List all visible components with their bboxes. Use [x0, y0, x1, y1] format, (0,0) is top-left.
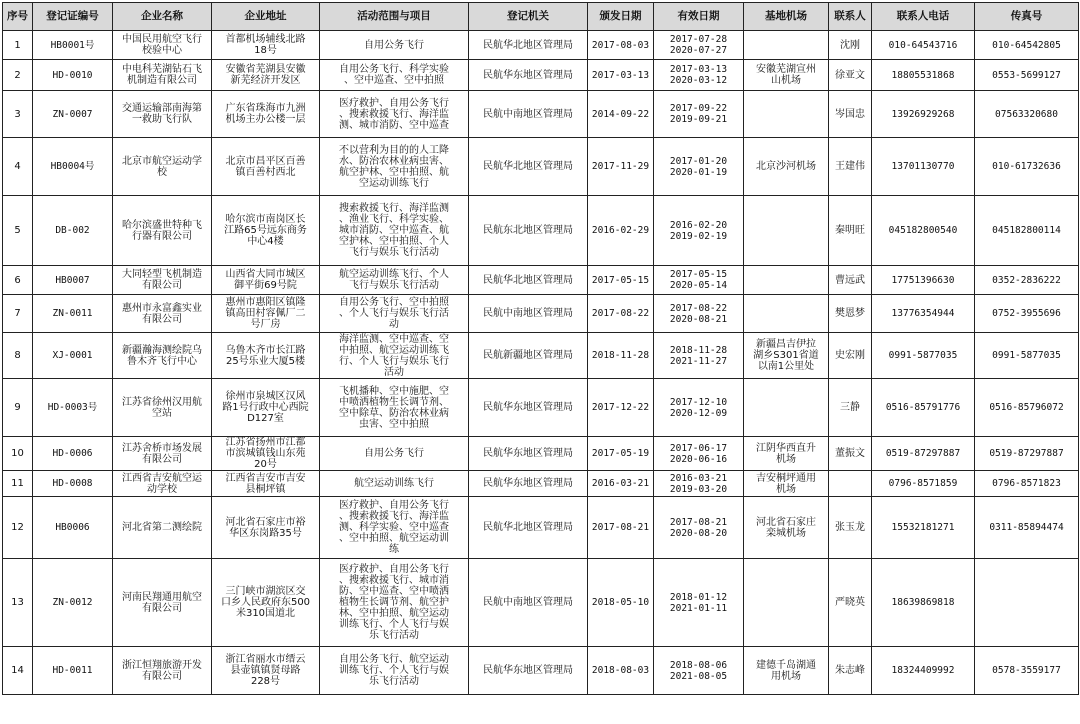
- table-row: [3, 295, 1079, 333]
- cell-issue: 2017-11-29: [588, 138, 654, 196]
- cell-scope: 航空运动训练飞行、个人 飞行与娱乐飞行活动: [320, 266, 469, 295]
- cell-issue: 2018-05-10: [588, 559, 654, 647]
- cell-scope: 自用公务飞行: [320, 437, 469, 471]
- cell-base: 吉安桐坪通用 机场: [744, 471, 829, 497]
- cell-org: 民航华北地区管理局: [469, 31, 588, 60]
- cell-no: 5: [3, 196, 33, 266]
- cell-valid: 2017-03-13 2020-03-12: [654, 60, 744, 91]
- cell-base: [744, 379, 829, 437]
- cell-fax: 0991-5877035: [975, 333, 1079, 379]
- cell-fax: 0796-8571823: [975, 471, 1079, 497]
- cell-name: 河北省第二测绘院: [113, 497, 212, 559]
- cell-valid: 2017-08-21 2020-08-20: [654, 497, 744, 559]
- header-addr: 企业地址: [212, 3, 320, 31]
- cell-name: 江西省吉安航空运 动学校: [113, 471, 212, 497]
- cell-org: 民航中南地区管理局: [469, 559, 588, 647]
- cell-addr: 河北省石家庄市裕 华区东岗路35号: [212, 497, 320, 559]
- cell-contact: 徐亚文: [829, 60, 872, 91]
- cell-fax: 0752-3955696: [975, 295, 1079, 333]
- cell-contact: [829, 471, 872, 497]
- header-org: 登记机关: [469, 3, 588, 31]
- cell-issue: 2016-03-21: [588, 471, 654, 497]
- cell-fax: 045182800114: [975, 196, 1079, 266]
- cell-valid: 2017-09-22 2019-09-21: [654, 91, 744, 138]
- cell-contact: 王建伟: [829, 138, 872, 196]
- cell-name: 大同轻型飞机制造 有限公司: [113, 266, 212, 295]
- cell-no: 8: [3, 333, 33, 379]
- table-row: [3, 196, 1079, 266]
- cell-addr: 北京市昌平区百善 镇百善村西北: [212, 138, 320, 196]
- cell-scope: 医疗救护、自用公务飞行 、搜索救援飞行、海洋监 测、科学实验、空中巡查 、空中拍照、航空运动训 练: [320, 497, 469, 559]
- cell-contact: 史宏刚: [829, 333, 872, 379]
- cell-phone: 18639869818: [872, 559, 975, 647]
- cell-phone: 0519-87297887: [872, 437, 975, 471]
- cell-reg: DB-002: [33, 196, 113, 266]
- table-row: [3, 31, 1079, 60]
- cell-base: 安徽芜湖宣州 山机场: [744, 60, 829, 91]
- cell-base: [744, 295, 829, 333]
- cell-phone: 010-64543716: [872, 31, 975, 60]
- cell-phone: 17751396630: [872, 266, 975, 295]
- table-row: [3, 60, 1079, 91]
- cell-name: 江苏舍桥市场发展 有限公司: [113, 437, 212, 471]
- table-row: [3, 138, 1079, 196]
- cell-issue: 2017-05-19: [588, 437, 654, 471]
- cell-fax: 0352-2836222: [975, 266, 1079, 295]
- cell-no: 9: [3, 379, 33, 437]
- cell-fax: 0519-87297887: [975, 437, 1079, 471]
- cell-no: 14: [3, 647, 33, 695]
- cell-valid: 2017-08-22 2020-08-21: [654, 295, 744, 333]
- registry-table: [2, 2, 1079, 695]
- cell-phone: 0991-5877035: [872, 333, 975, 379]
- cell-base: 建德千岛湖通 用机场: [744, 647, 829, 695]
- cell-issue: 2017-03-13: [588, 60, 654, 91]
- cell-org: 民航新疆地区管理局: [469, 333, 588, 379]
- cell-scope: 自用公务飞行、空中拍照 、个人飞行与娱乐飞行活 动: [320, 295, 469, 333]
- cell-fax: 010-64542805: [975, 31, 1079, 60]
- cell-contact: 三静: [829, 379, 872, 437]
- cell-scope: 不以营利为目的的人工降 水、防治农林业病虫害、 航空护林、空中拍照、航 空运动训练飞行: [320, 138, 469, 196]
- cell-phone: 0516-85791776: [872, 379, 975, 437]
- cell-issue: 2018-11-28: [588, 333, 654, 379]
- cell-name: 新疆瀚海测绘院乌 鲁木齐飞行中心: [113, 333, 212, 379]
- cell-issue: 2017-08-03: [588, 31, 654, 60]
- header-phone: 联系人电话: [872, 3, 975, 31]
- cell-no: 2: [3, 60, 33, 91]
- cell-org: 民航华东地区管理局: [469, 647, 588, 695]
- cell-org: 民航华东地区管理局: [469, 379, 588, 437]
- cell-addr: 首都机场辅线北路 18号: [212, 31, 320, 60]
- cell-reg: HB0001号: [33, 31, 113, 60]
- cell-base: 河北省石家庄 栾城机场: [744, 497, 829, 559]
- cell-org: 民航中南地区管理局: [469, 91, 588, 138]
- cell-valid: 2017-06-17 2020-06-16: [654, 437, 744, 471]
- cell-name: 北京市航空运动学 校: [113, 138, 212, 196]
- cell-base: [744, 196, 829, 266]
- cell-reg: ZN-0012: [33, 559, 113, 647]
- header-contact: 联系人: [829, 3, 872, 31]
- cell-fax: 07563320680: [975, 91, 1079, 138]
- cell-phone: 13926929268: [872, 91, 975, 138]
- cell-no: 12: [3, 497, 33, 559]
- cell-addr: 乌鲁木齐市长江路 25号乐业大厦5楼: [212, 333, 320, 379]
- cell-reg: XJ-0001: [33, 333, 113, 379]
- cell-contact: 沈刚: [829, 31, 872, 60]
- cell-valid: 2016-02-20 2019-02-19: [654, 196, 744, 266]
- cell-reg: HD-0011: [33, 647, 113, 695]
- cell-base: [744, 559, 829, 647]
- header-base: 基地机场: [744, 3, 829, 31]
- header-row: [3, 3, 1079, 31]
- cell-valid: 2017-12-10 2020-12-09: [654, 379, 744, 437]
- cell-base: 江阴华西直升 机场: [744, 437, 829, 471]
- cell-fax: 0516-85796072: [975, 379, 1079, 437]
- cell-org: 民航中南地区管理局: [469, 295, 588, 333]
- cell-fax: 010-61732636: [975, 138, 1079, 196]
- cell-scope: 自用公务飞行、科学实验 、空中巡查、空中拍照: [320, 60, 469, 91]
- table-row: [3, 379, 1079, 437]
- header-name: 企业名称: [113, 3, 212, 31]
- header-no: 序号: [3, 3, 33, 31]
- cell-scope: 飞机播种、空中施肥、空 中喷洒植物生长调节剂、 空中除草、防治农林业病 虫害、空中拍照: [320, 379, 469, 437]
- cell-contact: 曹远武: [829, 266, 872, 295]
- cell-contact: 严晓英: [829, 559, 872, 647]
- cell-contact: 张玉龙: [829, 497, 872, 559]
- cell-fax: 0311-85894474: [975, 497, 1079, 559]
- cell-name: 江苏省徐州汉用航 空站: [113, 379, 212, 437]
- cell-reg: HB0006: [33, 497, 113, 559]
- cell-scope: 航空运动训练飞行: [320, 471, 469, 497]
- cell-org: 民航华东地区管理局: [469, 437, 588, 471]
- cell-name: 河南民翔通用航空 有限公司: [113, 559, 212, 647]
- header-fax: 传真号: [975, 3, 1079, 31]
- cell-no: 13: [3, 559, 33, 647]
- cell-no: 3: [3, 91, 33, 138]
- cell-addr: 哈尔滨市南岗区长 江路65号远东商务 中心4楼: [212, 196, 320, 266]
- cell-addr: 三门峡市湖滨区交 口乡人民政府东500 米310国道北: [212, 559, 320, 647]
- cell-addr: 山西省大同市城区 御平街69号院: [212, 266, 320, 295]
- cell-contact: 秦明旺: [829, 196, 872, 266]
- registry-table-wrapper: [2, 2, 1078, 695]
- cell-contact: 樊恩梦: [829, 295, 872, 333]
- cell-valid: 2017-01-20 2020-01-19: [654, 138, 744, 196]
- cell-no: 4: [3, 138, 33, 196]
- cell-org: 民航华北地区管理局: [469, 138, 588, 196]
- cell-scope: 海洋监测、空中巡查、空 中拍照、航空运动训练飞 行、个人飞行与娱乐飞行 活动: [320, 333, 469, 379]
- cell-issue: 2018-08-03: [588, 647, 654, 695]
- cell-base: 新疆昌吉伊拉 湖乡S301省道 以南1公里处: [744, 333, 829, 379]
- cell-valid: 2018-11-28 2021-11-27: [654, 333, 744, 379]
- cell-name: 中电科芜湖钻石飞 机制造有限公司: [113, 60, 212, 91]
- table-row: [3, 471, 1079, 497]
- cell-base: [744, 31, 829, 60]
- cell-fax: 0553-5699127: [975, 60, 1079, 91]
- cell-addr: 惠州市惠阳区镇隆 镇高田村容佩厂二 号厂房: [212, 295, 320, 333]
- cell-reg: ZN-0007: [33, 91, 113, 138]
- cell-addr: 徐州市泉城区汉风 路1号行政中心西院 D127室: [212, 379, 320, 437]
- cell-org: 民航华东地区管理局: [469, 471, 588, 497]
- cell-reg: HD-0003号: [33, 379, 113, 437]
- table-row: [3, 266, 1079, 295]
- cell-phone: 045182800540: [872, 196, 975, 266]
- cell-org: 民航华北地区管理局: [469, 497, 588, 559]
- header-scope: 活动范围与项目: [320, 3, 469, 31]
- cell-name: 交通运输部南海第 一救助飞行队: [113, 91, 212, 138]
- cell-issue: 2017-08-21: [588, 497, 654, 559]
- cell-name: 中国民用航空飞行 校验中心: [113, 31, 212, 60]
- cell-no: 10: [3, 437, 33, 471]
- cell-reg: HD-0010: [33, 60, 113, 91]
- cell-phone: 0796-8571859: [872, 471, 975, 497]
- cell-base: [744, 91, 829, 138]
- cell-addr: 安徽省芜湖县安徽 新芜经济开发区: [212, 60, 320, 91]
- cell-name: 惠州市永富鑫实业 有限公司: [113, 295, 212, 333]
- cell-org: 民航华东地区管理局: [469, 60, 588, 91]
- cell-phone: 13776354944: [872, 295, 975, 333]
- cell-base: 北京沙河机场: [744, 138, 829, 196]
- header-valid: 有效日期: [654, 3, 744, 31]
- cell-org: 民航东北地区管理局: [469, 196, 588, 266]
- table-row: [3, 91, 1079, 138]
- cell-reg: HB0004号: [33, 138, 113, 196]
- cell-reg: HB0007: [33, 266, 113, 295]
- cell-name: 浙江恒翔旅游开发 有限公司: [113, 647, 212, 695]
- cell-no: 1: [3, 31, 33, 60]
- cell-phone: 13701130770: [872, 138, 975, 196]
- cell-no: 6: [3, 266, 33, 295]
- cell-phone: 18324409992: [872, 647, 975, 695]
- cell-issue: 2017-08-22: [588, 295, 654, 333]
- cell-fax: 0578-3559177: [975, 647, 1079, 695]
- cell-reg: HD-0006: [33, 437, 113, 471]
- cell-no: 11: [3, 471, 33, 497]
- cell-reg: HD-0008: [33, 471, 113, 497]
- cell-scope: 自用公务飞行、航空运动 训练飞行、个人飞行与娱 乐飞行活动: [320, 647, 469, 695]
- cell-addr: 江西省吉安市吉安 县桐坪镇: [212, 471, 320, 497]
- cell-fax: [975, 559, 1079, 647]
- cell-reg: ZN-0011: [33, 295, 113, 333]
- cell-phone: 15532181271: [872, 497, 975, 559]
- cell-valid: 2016-03-21 2019-03-20: [654, 471, 744, 497]
- header-issue: 颁发日期: [588, 3, 654, 31]
- cell-base: [744, 266, 829, 295]
- table-row: [3, 497, 1079, 559]
- cell-scope: 搜索救援飞行、海洋监测 、渔业飞行、科学实验、 城市消防、空中巡查、航 空护林、空中拍照、个人 飞行与娱乐飞行活动: [320, 196, 469, 266]
- cell-issue: 2017-05-15: [588, 266, 654, 295]
- cell-contact: 董振文: [829, 437, 872, 471]
- cell-name: 哈尔滨盛世特种飞 行器有限公司: [113, 196, 212, 266]
- cell-addr: 浙江省丽水市缙云 县壶镇镇贤母路 228号: [212, 647, 320, 695]
- cell-no: 7: [3, 295, 33, 333]
- table-row: [3, 647, 1079, 695]
- cell-scope: 自用公务飞行: [320, 31, 469, 60]
- cell-phone: 18805531868: [872, 60, 975, 91]
- cell-valid: 2017-07-28 2020-07-27: [654, 31, 744, 60]
- header-reg: 登记证编号: [33, 3, 113, 31]
- cell-addr: 广东省珠海市九洲 机场主办公楼一层: [212, 91, 320, 138]
- cell-issue: 2014-09-22: [588, 91, 654, 138]
- cell-addr: 江苏省扬州市江都 市滨城镇钱山东苑 20号: [212, 437, 320, 471]
- cell-scope: 医疗救护、自用公务飞行 、搜索救援飞行、海洋监 测、城市消防、空中巡查: [320, 91, 469, 138]
- cell-issue: 2016-02-29: [588, 196, 654, 266]
- cell-org: 民航华北地区管理局: [469, 266, 588, 295]
- cell-valid: 2017-05-15 2020-05-14: [654, 266, 744, 295]
- cell-scope: 医疗救护、自用公务飞行 、搜索救援飞行、城市消 防、空中巡查、空中喷洒 植物生长调节剂、航空护 林、空中拍照、航空运动 训练飞行、个人飞行与娱 乐飞行活动: [320, 559, 469, 647]
- table-row: [3, 333, 1079, 379]
- table-row: [3, 437, 1079, 471]
- cell-valid: 2018-08-06 2021-08-05: [654, 647, 744, 695]
- cell-issue: 2017-12-22: [588, 379, 654, 437]
- cell-contact: 朱志峰: [829, 647, 872, 695]
- cell-valid: 2018-01-12 2021-01-11: [654, 559, 744, 647]
- cell-contact: 岑国忠: [829, 91, 872, 138]
- table-row: [3, 559, 1079, 647]
